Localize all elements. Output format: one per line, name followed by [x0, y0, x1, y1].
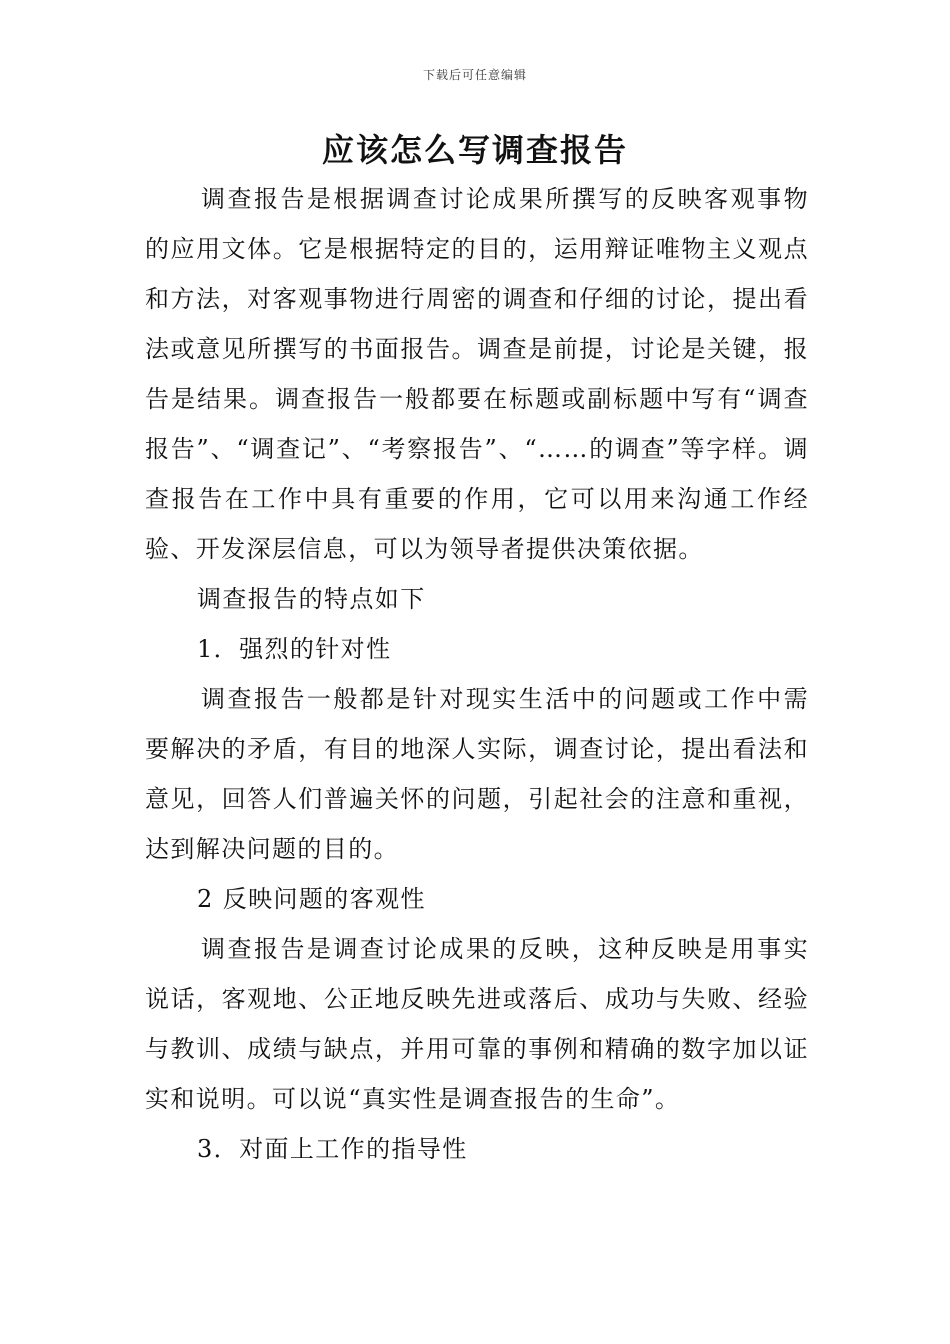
section1-paragraph: 调查报告一般都是针对现实生活中的问题或工作中需要解决的矛盾，有目的地深人实际，调查讨论，提出看法和意见，回答人们普遍关怀的问题，引起社会的注意和重视，达到解决问题的目的。: [145, 685, 809, 863]
section3-heading: 3．对面上工作的指导性: [197, 1135, 468, 1163]
section1-heading: 1．强烈的针对性: [197, 635, 392, 663]
intro-paragraph: 调查报告是根据调查讨论成果所撰写的反映客观事物的应用文体。它是根据特定的目的，运用辩证唯物主义观点和方法，对客观事物进行周密的调查和仔细的讨论，提出看法或意见所撰写的书面报告。调查是前提，讨论是关键，报告是结果。调查报告一般都要在标题或副标题中写有“调查报告”、“调查记”、“考察报告”、“……的调查”等字样。调查报告在工作中具有重要的作用，它可以用来沟通工作经验、开发深层信息，可以为领导者提供决策依据。: [145, 185, 809, 563]
header-note: 下载后可任意编辑: [422, 68, 527, 82]
document-title: 应该怎么写调查报告: [321, 131, 628, 169]
features-heading: 调查报告的特点如下: [197, 585, 426, 613]
section2-heading: 2 反映问题的客观性: [197, 885, 426, 913]
section2-paragraph: 调查报告是调查讨论成果的反映，这种反映是用事实说话，客观地、公正地反映先进或落后、成功与失败、经验与教训、成绩与缺点，并用可靠的事例和精确的数字加以证实和说明。可以说“真实性是调查报告的生命”。: [145, 935, 809, 1113]
document-body: [145, 174, 809, 1174]
